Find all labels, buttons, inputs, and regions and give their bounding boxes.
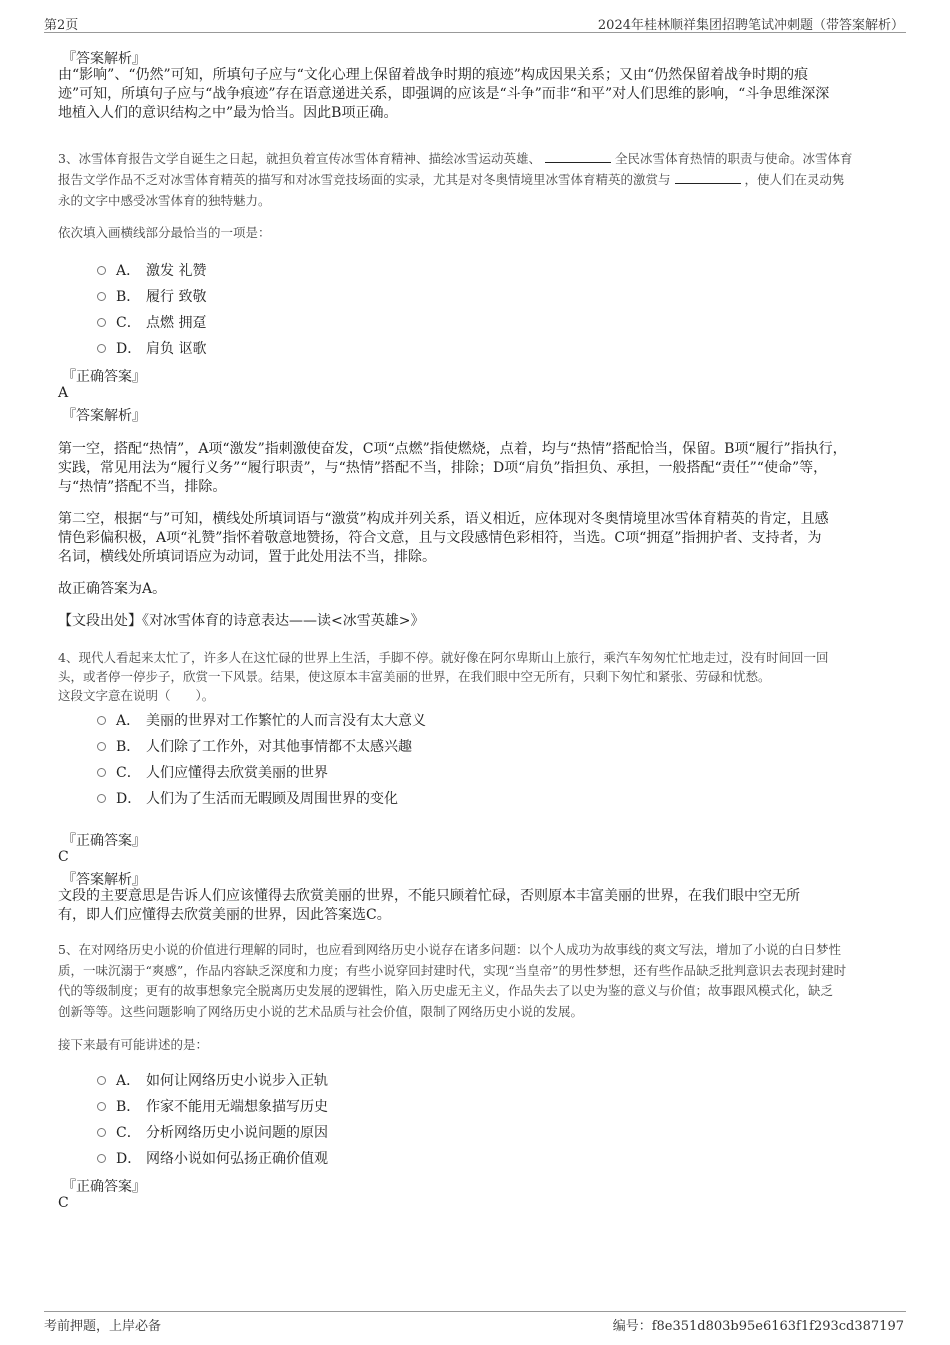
header-divider <box>44 32 906 33</box>
q3-line: 全民冰雪体育热情的职责与使命。冰雪体育 <box>614 151 853 166</box>
q5-prompt: 接下来最有可能讲述的是： <box>58 1037 209 1052</box>
q3-option-d[interactable] <box>97 338 206 358</box>
radio-icon[interactable] <box>97 1076 106 1085</box>
question-4-text <box>58 648 828 705</box>
radio-icon[interactable] <box>97 292 106 301</box>
analysis-line: 文段的主要意思是告诉人们应该懂得去欣赏美丽的世界，不能只顾着忙碌，否则原本丰富美丽的世界，在我们眼中空无所 <box>58 888 800 904</box>
q5-line: 质，一味沉溺于“爽感”，作品内容缺乏深度和力度；有些小说穿回封建时代，实现“当皇帝”的男性梦想，还有些作品缺乏批判意识去表现封建时 <box>58 962 847 978</box>
document-id: 编号：f8e351d803b95e6163f1f293cd387197 <box>612 1319 904 1334</box>
option-text: 分析网络历史小说问题的原因 <box>146 1125 328 1141</box>
option-letter: B． <box>116 289 141 305</box>
q4-line: 4、现代人看起来太忙了，许多人在这忙碌的世界上生活，手脚不停。就好像在阿尔卑斯山上旅行，乘汽车匆匆忙忙地走过，没有时间回一回 <box>58 650 829 665</box>
option-letter: C． <box>116 315 141 331</box>
question-5-text <box>58 940 846 1022</box>
analysis-line: 与“热情”搭配不当，排除。 <box>58 479 227 495</box>
document-title: 2024年桂林顺祥集团招聘笔试冲刺题（带答案解析） <box>597 18 904 33</box>
q4-option-b[interactable] <box>97 736 412 756</box>
q3-option-b[interactable] <box>97 286 206 306</box>
option-letter: C． <box>116 1125 141 1141</box>
question-3-text <box>58 148 908 211</box>
q3-correct-tag: 『正确答案』 <box>62 369 146 385</box>
radio-icon[interactable] <box>97 794 106 803</box>
q5-option-a[interactable] <box>97 1070 328 1090</box>
option-letter: B． <box>116 1099 141 1115</box>
q3-analysis-para-1 <box>58 440 847 497</box>
radio-icon[interactable] <box>97 768 106 777</box>
q5-line: 创新等等。这些问题影响了网络历史小说的艺术品质与社会价值，限制了网络历史小说的发展。 <box>58 1003 584 1019</box>
radio-icon[interactable] <box>97 1154 106 1163</box>
radio-icon[interactable] <box>97 1102 106 1111</box>
q3-line: 报告文学作品不乏对冰雪体育精英的描写和对冰雪竞技场面的实录，尤其是对冬奥情境里冰雪体育精英的激赏与 <box>58 172 671 187</box>
analysis-line: 名词，横线处所填词语应为动词，置于此处用法不当，排除。 <box>58 549 436 565</box>
q3-line: ，使人们在灵动隽 <box>744 172 845 187</box>
fill-blank-2 <box>675 171 741 184</box>
analysis-line: 有，即人们应懂得去欣赏美丽的世界，因此答案选C。 <box>58 907 391 923</box>
q3-analysis-para-2 <box>58 510 829 567</box>
radio-icon[interactable] <box>97 742 106 751</box>
q3-prompt: 依次填入画横线部分最恰当的一项是： <box>58 225 271 240</box>
radio-icon[interactable] <box>97 266 106 275</box>
analysis-line: 第二空，根据“与”可知，横线处所填词语与“激赏”构成并列关系，语义相近，应体现对冬奥情境里冰雪体育精英的肯定，且感 <box>58 511 829 527</box>
q4-analysis-tag: 『答案解析』 <box>62 872 146 888</box>
option-letter: A． <box>116 1073 141 1089</box>
q5-option-b[interactable] <box>97 1096 328 1116</box>
analysis-line: 第一空，搭配“热情”，A项“激发”指刺激使奋发，C项“点燃”指使燃烧，点着，均与“热情”搭配恰当，保留。B项“履行”指执行， <box>58 441 847 457</box>
radio-icon[interactable] <box>97 318 106 327</box>
option-letter: A． <box>116 263 141 279</box>
q4-line: 这段文字意在说明（ ）。 <box>58 688 215 703</box>
option-text: 如何让网络历史小说步入正轨 <box>146 1073 328 1089</box>
option-text: 人们为了生活而无暇顾及周围世界的变化 <box>146 791 398 807</box>
q4-analysis <box>58 887 800 925</box>
option-letter: C． <box>116 765 141 781</box>
option-letter: A． <box>116 713 141 729</box>
option-text: 作家不能用无端想象描写历史 <box>146 1099 328 1115</box>
option-text: 点燃 拥趸 <box>146 315 207 331</box>
option-text: 激发 礼赞 <box>146 263 207 279</box>
q5-correct-tag: 『正确答案』 <box>62 1179 146 1195</box>
q3-correct-answer: A <box>58 385 69 401</box>
fill-blank-1 <box>545 150 611 163</box>
analysis-line: 情色彩偏积极，A项“礼赞”指怀着敬意地赞扬，符合文意，且与文段感情色彩相符，当选。C项“拥趸”指拥护者、支持者，为 <box>58 530 822 546</box>
q3-analysis-para-3: 故正确答案为A。 <box>58 581 167 597</box>
option-text: 网络小说如何弘扬正确价值观 <box>146 1151 328 1167</box>
footer-slogan: 考前押题，上岸必备 <box>44 1319 162 1334</box>
option-letter: D． <box>116 791 142 807</box>
q4-option-d[interactable] <box>97 788 398 808</box>
q4-correct-tag: 『正确答案』 <box>62 833 146 849</box>
option-text: 人们除了工作外，对其他事情都不太感兴趣 <box>146 739 412 755</box>
q3-line: 3、冰雪体育报告文学自诞生之日起，就担负着宣传冰雪体育精神、描绘冰雪运动英雄、 <box>58 151 541 166</box>
option-text: 肩负 讴歌 <box>146 341 207 357</box>
option-text: 履行 致敬 <box>146 289 207 305</box>
q4-correct-answer: C <box>58 849 69 865</box>
option-letter: D． <box>116 341 142 357</box>
page-number: 第2页 <box>44 18 79 33</box>
q3-analysis-tag: 『答案解析』 <box>62 408 146 424</box>
q4-option-c[interactable] <box>97 762 328 782</box>
prev-analysis-line: 地植入人们的意识结构之中”最为恰当。因此B项正确。 <box>58 105 398 121</box>
option-text: 人们应懂得去欣赏美丽的世界 <box>146 765 328 781</box>
option-letter: D． <box>116 1151 142 1167</box>
q3-line: 永的文字中感受冰雪体育的独特魅力。 <box>58 193 271 208</box>
prev-analysis <box>58 66 829 123</box>
q3-source: 【文段出处】《对冰雪体育的诗意表达——读<冰雪英雄>》 <box>58 613 425 629</box>
radio-icon[interactable] <box>97 716 106 725</box>
q5-correct-answer: C <box>58 1195 69 1211</box>
q3-option-a[interactable] <box>97 260 206 280</box>
option-letter: B． <box>116 739 141 755</box>
radio-icon[interactable] <box>97 344 106 353</box>
analysis-line: 实践，常见用法为“履行义务”“履行职责”，与“热情”搭配不当，排除；D项“肩负”指担负、承担，一般搭配“责任”“使命”等， <box>58 460 828 476</box>
q3-option-c[interactable] <box>97 312 206 332</box>
prev-analysis-line: 迹”可知，所填句子应与“战争痕迹”存在语意递进关系，即强调的应该是“斗争”而非“和平”对人们思维的影响，“斗争思维深深 <box>58 86 830 102</box>
prev-analysis-line: 由“影响”、“仍然”可知，所填句子应与“文化心理上保留着战争时期的痕迹”构成因果关系；又由“仍然保留着战争时期的痕 <box>58 67 809 83</box>
q5-option-d[interactable] <box>97 1148 328 1168</box>
q5-line: 5、在对网络历史小说的价值进行理解的同时，也应看到网络历史小说存在诸多问题：以个人成功为故事线的爽文写法，增加了小说的白日梦性 <box>58 942 841 957</box>
q4-line: 头，或者停一停步子，欣赏一下风景。结果，使这原本丰富美丽的世界，在我们眼中空无所有，只剩下匆忙和紧张、劳碌和忧愁。 <box>58 669 771 684</box>
footer-divider <box>44 1311 906 1312</box>
q5-line: 代的等级制度；更有的故事想象完全脱离历史发展的逻辑性，陷入历史虚无主义，作品失去了以史为鉴的意义与价值；故事跟风模式化，缺乏 <box>58 983 834 998</box>
radio-icon[interactable] <box>97 1128 106 1137</box>
prev-analysis-tag: 『答案解析』 <box>62 51 146 67</box>
q5-option-c[interactable] <box>97 1122 328 1142</box>
q4-option-a[interactable] <box>97 710 426 730</box>
option-text: 美丽的世界对工作繁忙的人而言没有太大意义 <box>146 713 426 729</box>
